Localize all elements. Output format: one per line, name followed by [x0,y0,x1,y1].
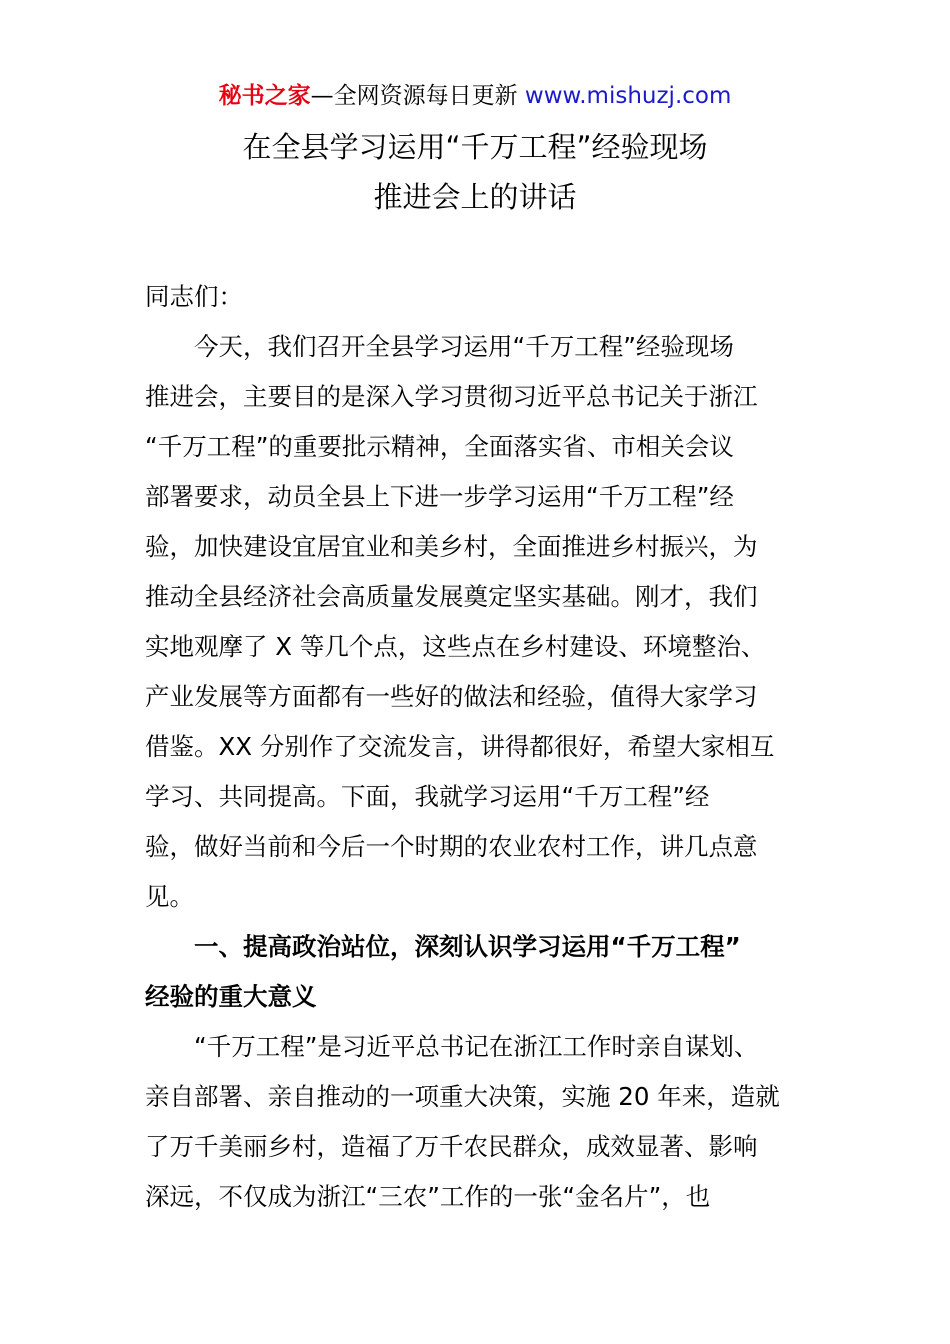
greeting: 同志们： [145,282,243,311]
paragraph-line: 亲自部署、亲自推动的一项重大决策，实施 20 年来，造就 [145,1082,780,1111]
header-tagline: —全网资源每日更新 [310,83,525,109]
document-title-line-2: 推进会上的讲话 [373,180,577,214]
paragraph-line: 验，加快建设宜居宜业和美乡村，全面推进乡村振兴，为 [145,532,758,561]
site-header [0,80,950,112]
paragraph-line: “千万工程”是习近平总书记在浙江工作时亲自谋划、 [194,1032,759,1061]
paragraph-line: 今天，我们召开全县学习运用“千万工程”经验现场 [194,332,734,361]
paragraph-line: 验，做好当前和今后一个时期的农业农村工作，讲几点意 [145,832,758,861]
site-url[interactable]: www.mishuzj.com [524,83,732,109]
paragraph-line: 实地观摩了 X 等几个点，这些点在乡村建设、环境整治、 [145,632,766,661]
paragraph-line: 推动全县经济社会高质量发展奠定坚实基础。刚才，我们 [145,582,758,611]
paragraph-line: “千万工程”的重要批示精神，全面落实省、市相关会议 [145,432,734,461]
paragraph-line: 产业发展等方面都有一些好的做法和经验，值得大家学习 [145,682,758,711]
paragraph-line: 学习、共同提高。下面，我就学习运用“千万工程”经 [145,782,710,811]
brand-name: 秘书之家 [218,83,311,109]
paragraph-line: 部署要求，动员全县上下进一步学习运用“千万工程”经 [145,482,734,511]
paragraph-line: 了万千美丽乡村，造福了万千农民群众，成效显著、影响 [145,1132,758,1161]
paragraph-line: 推进会，主要目的是深入学习贯彻习近平总书记关于浙江 [145,382,758,411]
paragraph-line: 见。 [145,882,194,911]
section-heading-line: 一、提高政治站位，深刻认识学习运用“千万工程” [194,932,741,961]
paragraph-line: 借鉴。XX 分别作了交流发言，讲得都很好，希望大家相互 [145,732,775,761]
paragraph-line: 深远，不仅成为浙江“三农”工作的一张“金名片”，也 [145,1182,711,1211]
section-heading-line: 经验的重大意义 [145,982,317,1011]
document-title-line-1: 在全县学习运用“千万工程”经验现场 [242,130,708,164]
